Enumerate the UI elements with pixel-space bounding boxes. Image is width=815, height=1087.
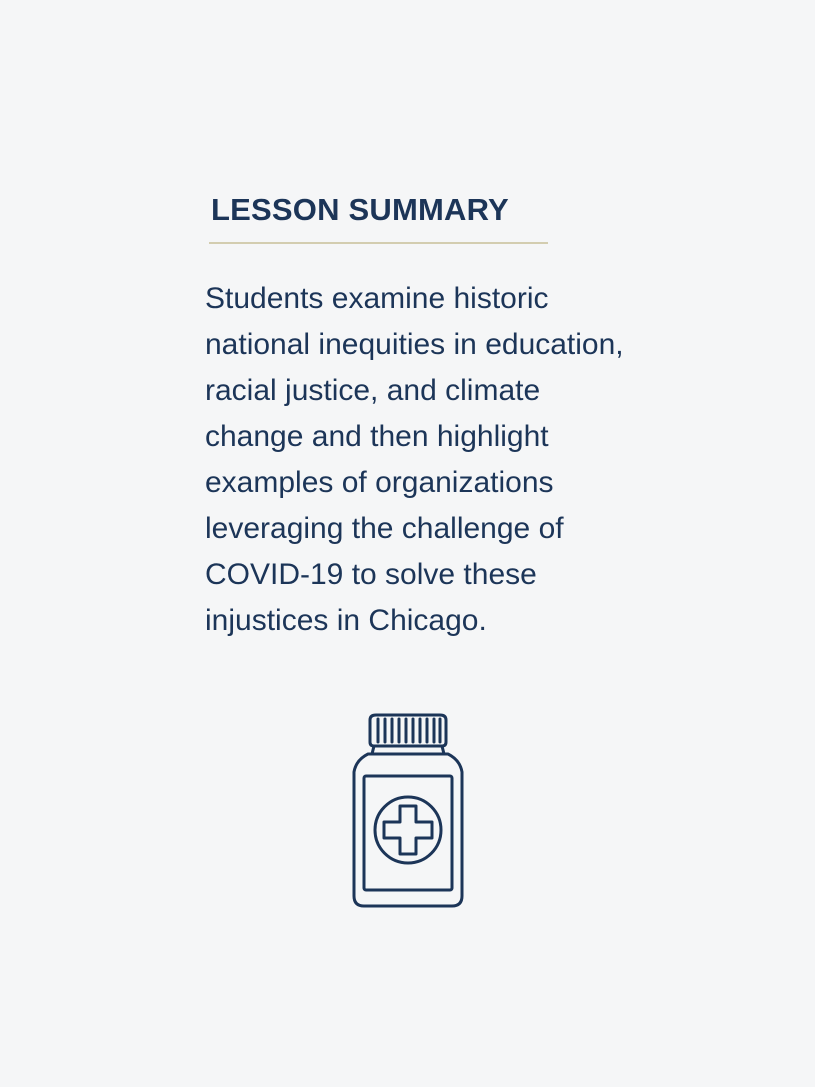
lesson-summary-heading: LESSON SUMMARY: [211, 192, 509, 227]
medicine-bottle-icon: [348, 710, 468, 915]
lesson-summary-text: Students examine historic national inequities in education, racial justice, and climate change and then highlight examples of organizations leveraging the challenge of COVID-19 to solve these injustices in Chicago.: [205, 282, 624, 637]
heading-divider: [209, 242, 548, 244]
